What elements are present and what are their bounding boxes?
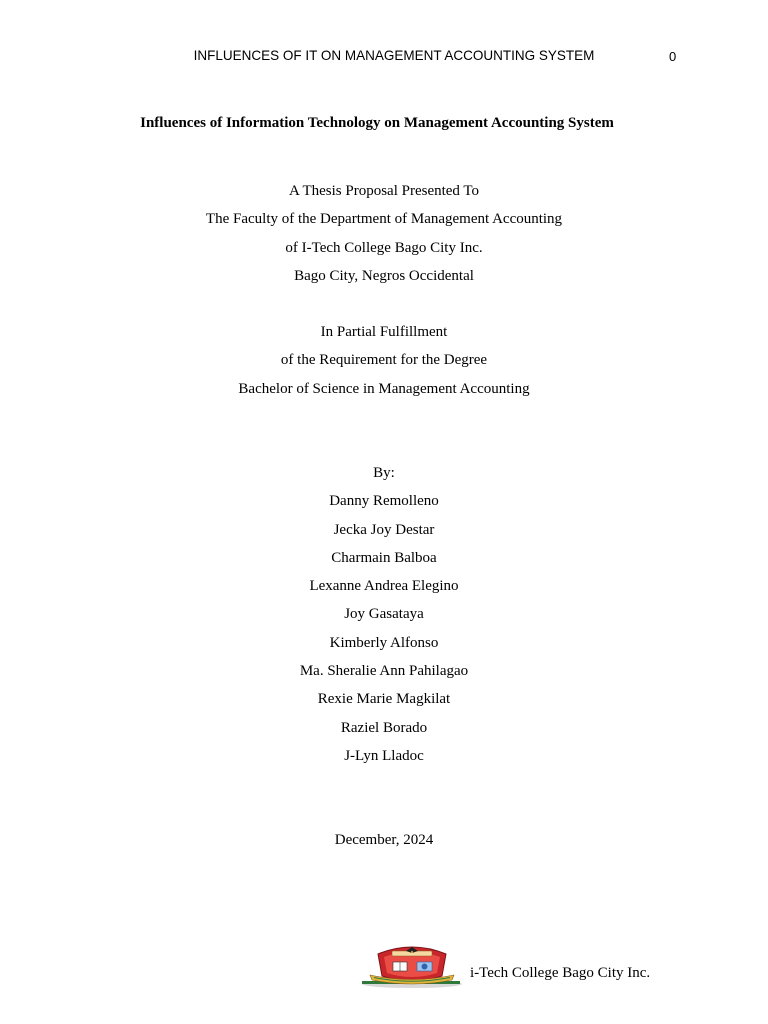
fulfillment-line: In Partial Fulfillment [320,324,448,340]
author-name: Jecka Joy Destar [333,521,435,538]
presentation-line: The Faculty of the Department of Management Accounting [205,211,563,228]
author-name: Joy Gasataya [344,606,424,623]
presentation-block [0,177,768,290]
fulfillment-line: of the Requirement for the Degree [280,352,488,369]
by-label: By: [373,465,395,481]
presentation-line: Bago City, Negros Occidental [294,267,474,284]
running-head-title: INFLUENCES OF IT ON MANAGEMENT ACCOUNTING SYSTEM [193,47,595,64]
author-name: Rexie Marie Magkilat [317,691,451,708]
submission-date: December, 2024 [334,832,434,848]
page-number: 0 [669,49,677,64]
author-name: J-Lyn Lladoc [344,747,424,764]
date-block [0,826,768,854]
running-head [0,46,768,68]
presentation-line: of I-Tech College Bago City Inc. [285,239,483,256]
footer [360,942,680,990]
document-title: Influences of Information Technology on Management Accounting System [140,115,614,131]
author-name: Kimberly Alfonso [329,634,439,651]
fulfillment-line: Bachelor of Science in Management Accounting [238,380,530,397]
footer-institution: i-Tech College Bago City Inc. [470,965,651,981]
author-name: Raziel Borado [340,719,428,736]
author-name: Danny Remolleno [329,493,439,510]
author-name: Lexanne Andrea Elegino [309,578,459,595]
author-name: Ma. Sheralie Ann Pahilagao [299,663,469,680]
college-seal-icon [360,942,464,990]
author-name: Charmain Balboa [331,549,437,566]
authors-block [0,459,768,770]
fulfillment-block [0,318,768,403]
presentation-line: A Thesis Proposal Presented To [288,183,480,199]
